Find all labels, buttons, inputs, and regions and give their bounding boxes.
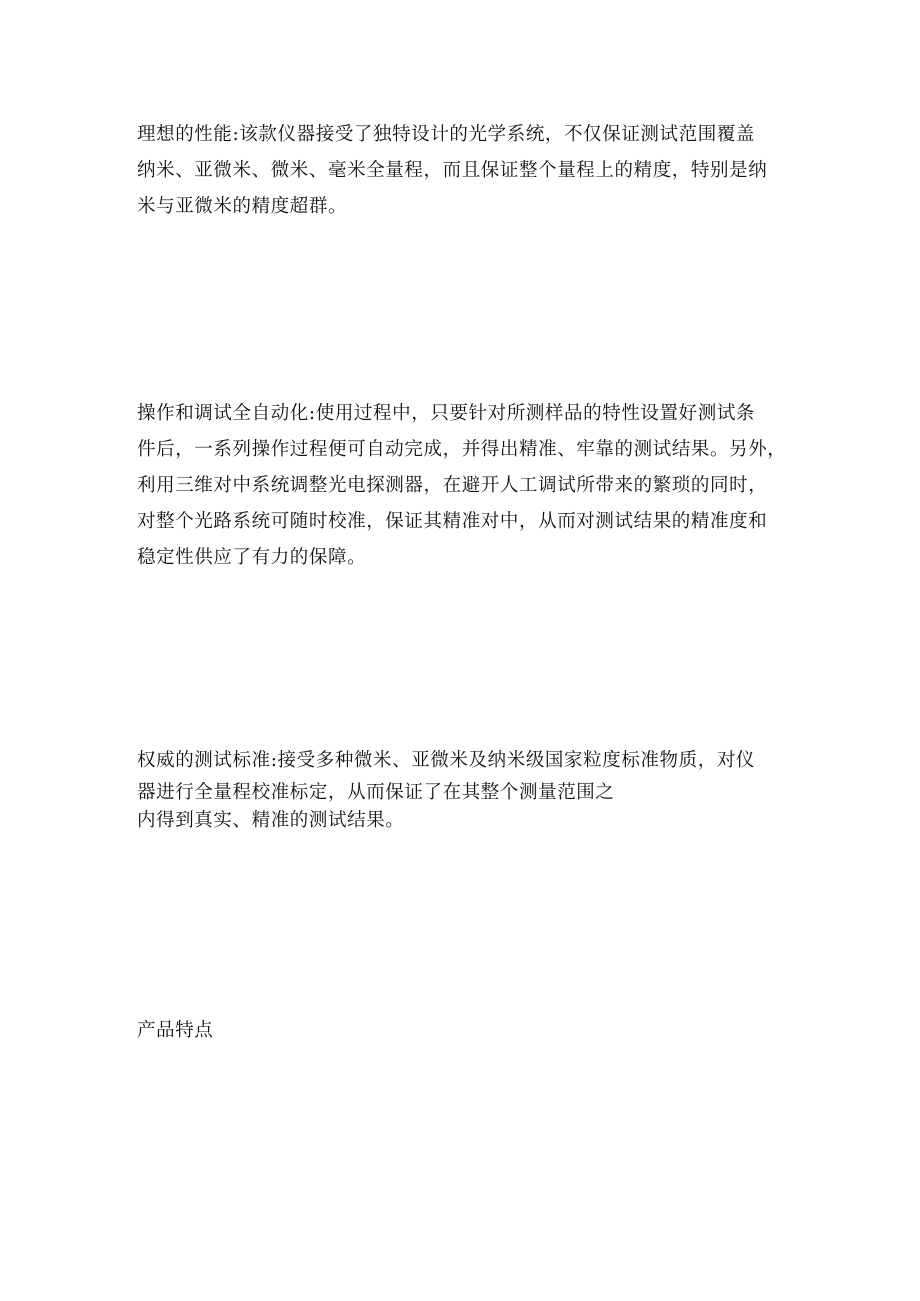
- paragraph-line: 米与亚微米的精度超群。: [137, 196, 348, 217]
- paragraph-ideal-performance: [137, 117, 802, 225]
- section-heading-product-features: [137, 1013, 802, 1049]
- paragraph-line: 理想的性能:该款仪器接受了独特设计的光学系统，不仅保证测试范围覆盖: [137, 124, 756, 145]
- paragraph-line: 内得到真实、精准的测试结果。: [137, 810, 405, 831]
- paragraph-line: 利用三维对中系统调整光电探测器，在避开人工调试所带来的繁琐的同时，: [137, 475, 768, 496]
- paragraph-line: 器进行全量程校准标定，从而保证了在其整个测量范围之: [137, 782, 615, 803]
- paragraph-line: 对整个光路系统可随时校准，保证其精准对中，从而对测试结果的精准度和: [137, 511, 768, 532]
- paragraph-line: 权威的测试标准:接受多种微米、亚微米及纳米级国家粒度标准物质，对仪: [137, 750, 756, 771]
- paragraph-line: 纳米、亚微米、微米、毫米全量程，而且保证整个量程上的精度，特别是纳: [137, 160, 768, 181]
- paragraph-line: 件后，一系列操作过程便可自动完成，并得出精准、牢靠的测试结果。另外，: [137, 439, 787, 460]
- paragraph-full-automation: [137, 396, 802, 576]
- paragraph-line: 操作和调试全自动化:使用过程中，只要针对所测样品的特性设置好测试条: [137, 403, 756, 424]
- paragraph-line: 稳定性供应了有力的保障。: [137, 547, 367, 568]
- paragraph-test-standard: [137, 743, 802, 835]
- section-heading: 产品特点: [137, 1020, 214, 1041]
